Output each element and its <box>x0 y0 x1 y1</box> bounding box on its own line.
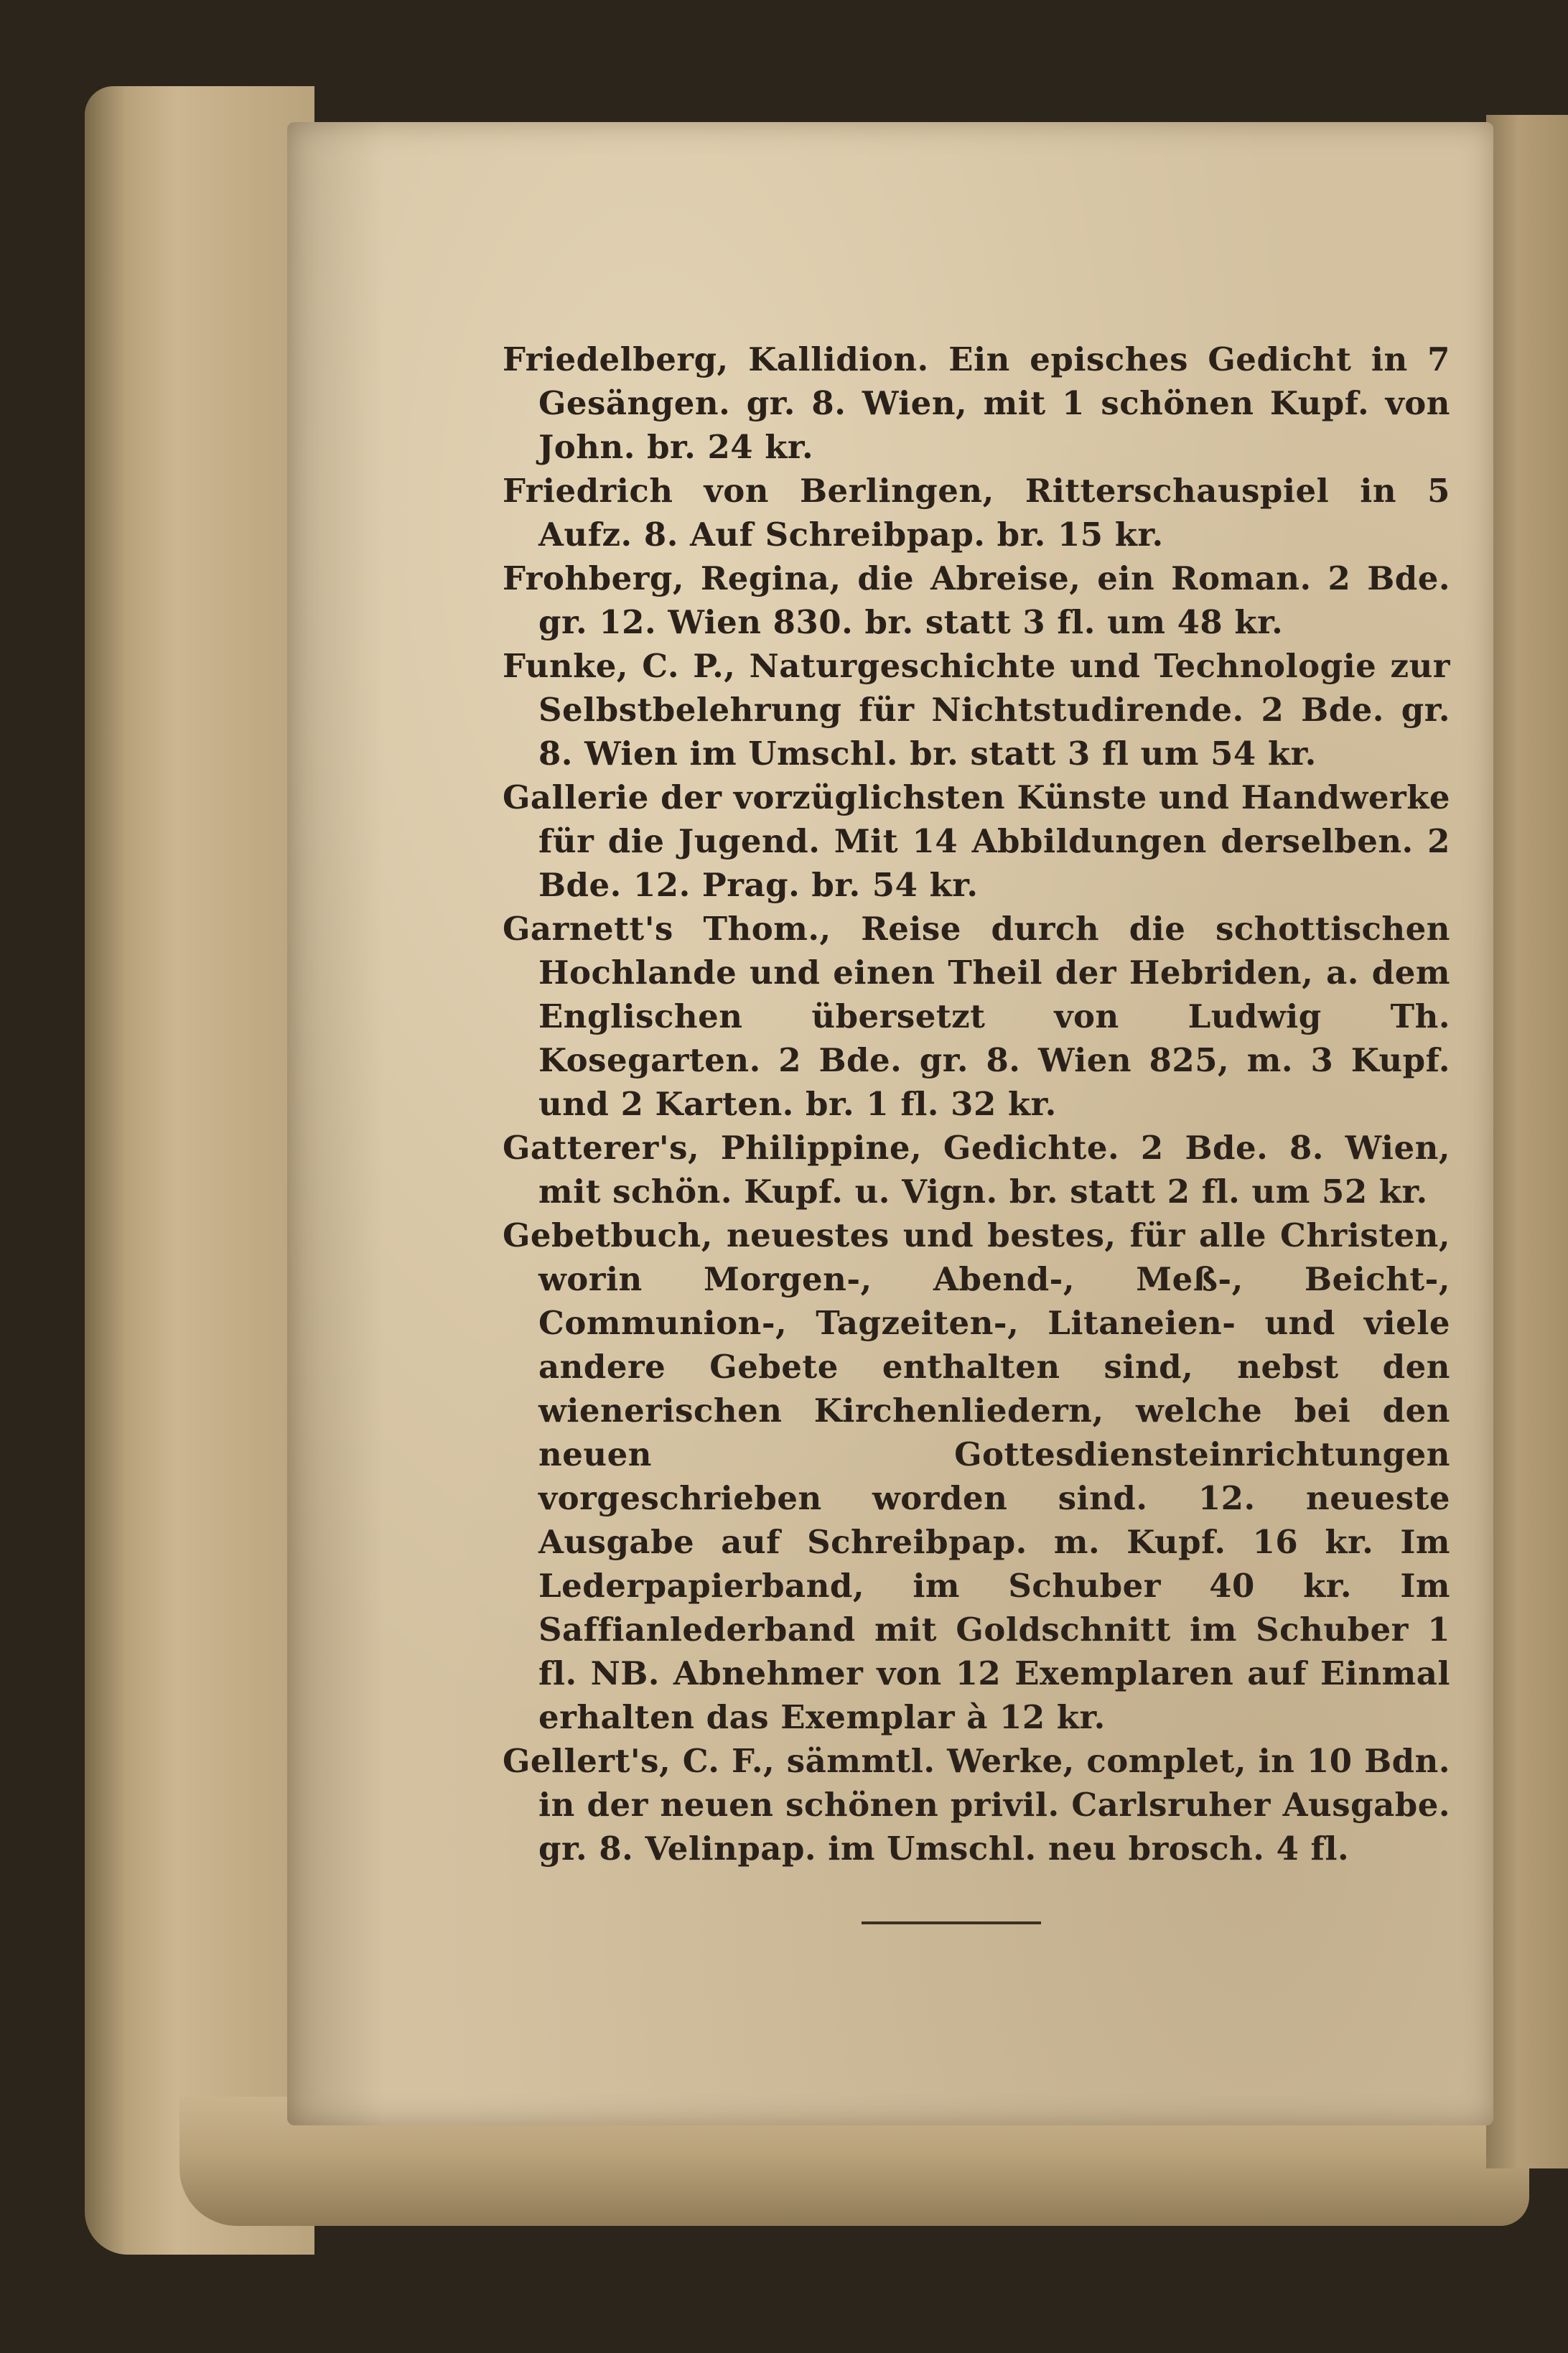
page-edges-left <box>85 86 314 2255</box>
catalog-entry: Funke, C. P., Naturgeschichte und Technologie zur Selbstbelehrung für Nichtstudirende. 2 Bde. gr. 8. Wien im Umschl. br. statt 3 fl um 54 kr. <box>503 647 1450 773</box>
catalog-entry: Friedelberg, Kallidion. Ein episches Gedicht in 7 Gesängen. gr. 8. Wien, mit 1 schönen Kupf. von John. br. 24 kr. <box>503 340 1450 466</box>
catalog-entry: Gatterer's, Philippine, Gedichte. 2 Bde. 8. Wien, mit schön. Kupf. u. Vign. br. statt 2 fl. um 52 kr. <box>503 1129 1450 1211</box>
book-page <box>287 122 1493 2125</box>
catalog-entry: Gallerie der vorzüglichsten Künste und Handwerke für die Jugend. Mit 14 Abbildungen derselben. 2 Bde. 12. Prag. br. 54 kr. <box>503 778 1450 904</box>
catalog-entry: Frohberg, Regina, die Abreise, ein Roman. 2 Bde. gr. 12. Wien 830. br. statt 3 fl. um 48 kr. <box>503 559 1450 641</box>
catalog-entry: Friedrich von Berlingen, Ritterschauspiel in 5 Aufz. 8. Auf Schreibpap. br. 15 kr. <box>503 472 1450 554</box>
facing-page-edge <box>1486 115 1568 2168</box>
catalog-text <box>503 337 1450 1870</box>
catalog-entry: Garnett's Thom., Reise durch die schottischen Hochlande und einen Theil der Hebriden, a. dem Englischen übersetzt von Ludwig Th. Kosegarten. 2 Bde. gr. 8. Wien 825, m. 3 Kupf. und 2 Karten. br. 1 fl. 32 kr. <box>503 910 1450 1123</box>
catalog-entry: Gellert's, C. F., sämmtl. Werke, complet, in 10 Bdn. in der neuen schönen privil. Carlsruher Ausgabe. gr. 8. Velinpap. im Umschl. neu brosch. 4 fl. <box>503 1742 1450 1868</box>
end-rule <box>862 1921 1041 1924</box>
catalog-entry: Gebetbuch, neuestes und bestes, für alle Christen, worin Morgen-, Abend-, Meß-, Beicht-, Communion-, Tagzeiten-, Litaneien- und viele andere Gebete enthalten sind, nebst den wienerischen Kirchenliedern, welche bei den neuen Gottesdiensteinrichtungen vorgeschrieben worden sind. 12. neueste Ausgabe auf Schreibpap. m. Kupf. 16 kr. Im Lederpapierband, im Schuber 40 kr. Im Saffianlederband mit Goldschnitt im Schuber 1 fl. NB. Abnehmer von 12 Exemplaren auf Einmal erhalten das Exemplar à 12 kr. <box>503 1216 1450 1736</box>
